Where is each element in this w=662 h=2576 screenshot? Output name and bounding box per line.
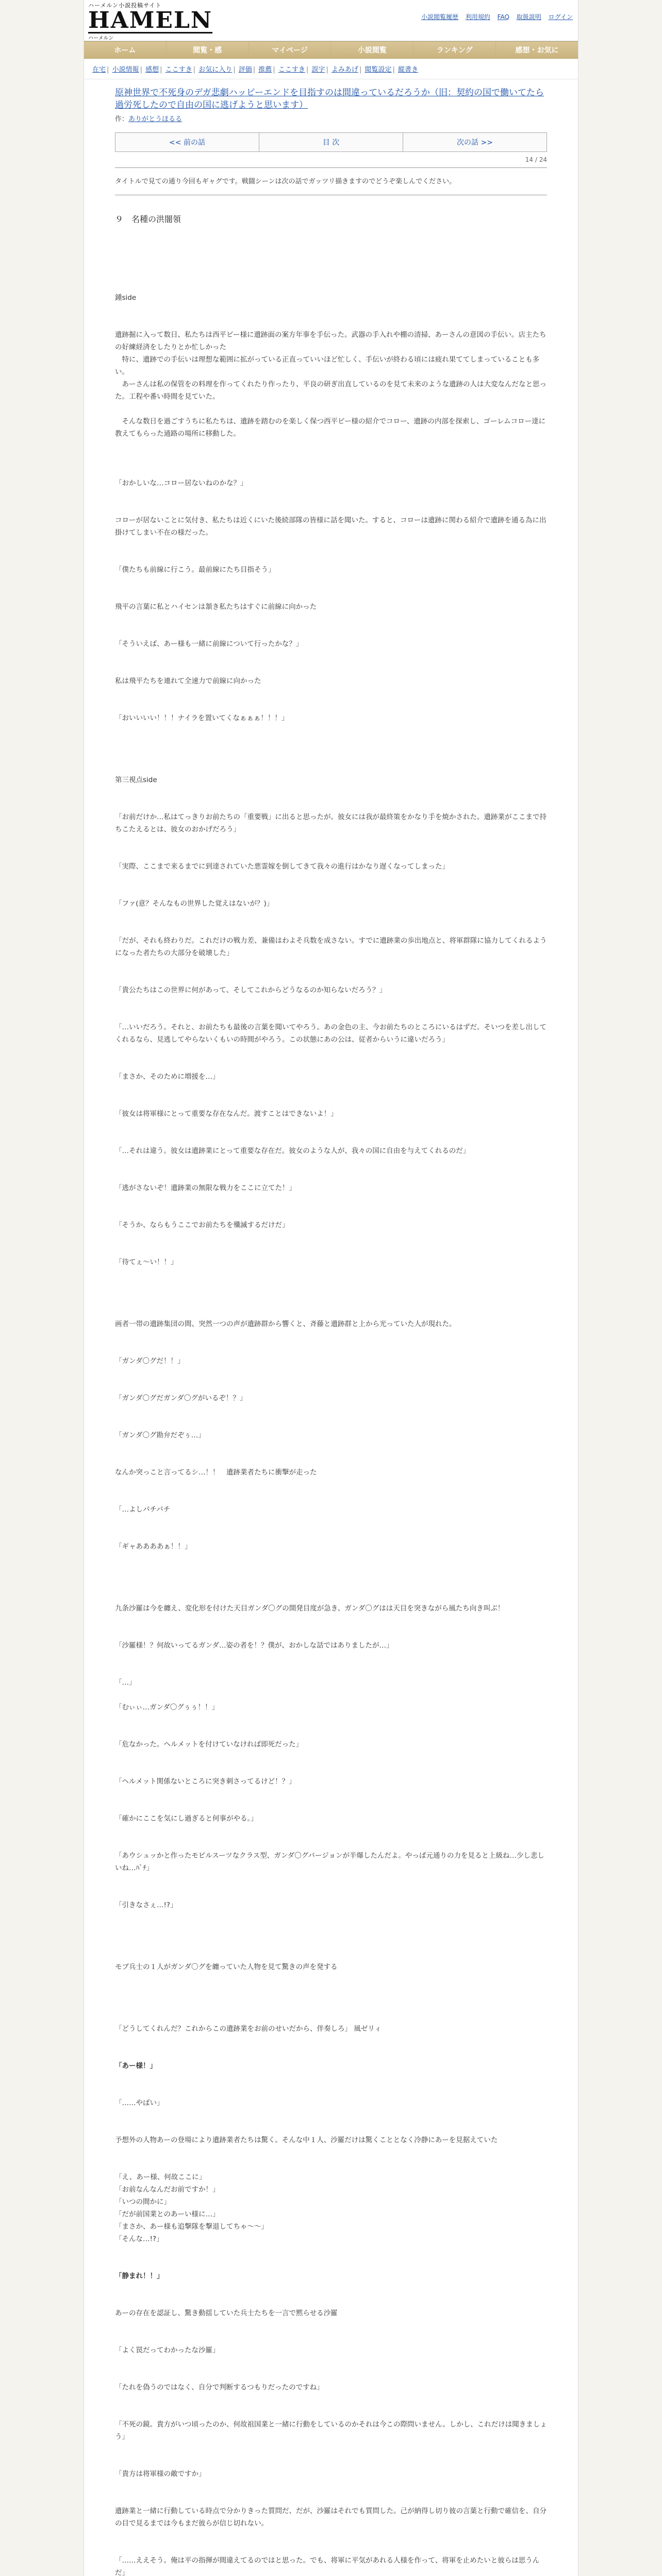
menu-link-kokosuki-2[interactable]: ここすき xyxy=(278,66,305,74)
menu-link-tts[interactable]: よみあげ xyxy=(331,66,358,74)
body-paragraph: 「逃がさないぞ！遺跡業の無限な戦力をここに立てた！」 xyxy=(115,1184,296,1192)
paragraph-spacer xyxy=(115,1652,547,1676)
paragraph-spacer xyxy=(115,1367,547,1392)
prev-episode-button[interactable]: << 前の話 xyxy=(115,133,259,151)
body-paragraph: 「ギャああああぁ！！」 xyxy=(115,1543,192,1551)
author-link[interactable]: ありがとうほるる xyxy=(128,115,183,123)
body-paragraph: 「おいいいい！！！ナイラを置いてくなぁぁぁ！！！」 xyxy=(115,714,289,722)
body-paragraph: 特に、遺跡での手伝いは理想な範囲に拡がっている正直っていいほど忙しく、手伝いが終わる頃には疲れ果ててしまっていることも多い。 xyxy=(115,355,540,376)
paragraph-spacer xyxy=(115,1874,547,1899)
paragraph-spacer xyxy=(115,1231,547,1256)
body-paragraph: そんな数日を過ごすうちに私たちは、遺跡を踏むのを楽しく保つ西平ビー様の紹介でコロー、遺跡の内部を探索し、ゴーレムコロー達に教えてもらった通路の場所に移動した。 xyxy=(115,417,546,438)
paragraph-spacer xyxy=(115,2146,547,2171)
menu-link-home[interactable]: 在宅 xyxy=(92,66,106,74)
paragraph-spacer xyxy=(115,489,547,514)
body-paragraph: 「…」 xyxy=(115,1679,136,1687)
menu-link-typo[interactable]: 誤字 xyxy=(311,66,325,74)
novel-header xyxy=(84,79,578,125)
body-paragraph: 「引きなさぇ…!?」 xyxy=(115,1901,177,1909)
body-paragraph: 「あウシュッかと作ったモビルスーツなクラス型、ガンダ〇グバージョンが半爆したんだよ。やっぱ元通りの力を見ると上級ね…少し悲しいね…ﾊﾟﾁ」 xyxy=(115,1852,544,1872)
paragraph-spacer xyxy=(115,1083,547,1108)
body-paragraph: モブ兵士の１人がガンダ〇グを纏っていた人物を見て驚きの声を発する xyxy=(115,1963,338,1971)
novel-title[interactable]: 原神世界で不死身のデガ悲劇ハッピーエンドを目指すのは間違っているだろうか（旧：契約の国で働いてたら過労死したので自由の国に逃げようと思います） xyxy=(115,88,544,110)
paragraph-spacer xyxy=(115,576,547,601)
nav-home[interactable]: ホーム xyxy=(84,42,167,58)
foreword: タイトルで見ての通り今回もギャグです。戦闘シーンは次の話でガッツリ描きますのでどうぞ楽しんでください。 xyxy=(115,178,456,185)
paragraph-spacer xyxy=(115,2035,547,2060)
site-logo[interactable] xyxy=(88,2,213,41)
body-paragraph: 「…いいだろう。それと、お前たちも最後の言葉を聞いてやろう。あの金色の主、今お前たちのところにいるはずだ。そいつを差し出してくれるなら、見逃してやらないくもいの時間がやろう。この状態にあの公は、従者からいうに違いだろう」 xyxy=(115,1023,547,1044)
paragraph-spacer xyxy=(115,613,547,638)
body-paragraph: 「…それは違う。彼女は遺跡業にとって重要な存在だ。彼女のような人が、我々の国に自由を与えてくれるのだ」 xyxy=(115,1147,470,1155)
body-paragraph: 「どうしてくれんだ？これからこの遺跡業をお前のせいだから、伴奏しろ」 風ゼリィ xyxy=(115,2025,382,2033)
body-paragraph: 「あー様！」 xyxy=(115,2062,157,2070)
header-link-terms[interactable]: 利用規約 xyxy=(465,13,490,21)
menu-link-info[interactable]: 小説情報 xyxy=(112,66,139,74)
body-paragraph: 「まさか、あー様も追撃隊を撃退してちゃ〜〜」 xyxy=(115,2223,268,2231)
paragraph-spacer xyxy=(115,1751,547,1775)
body-paragraph: 遺跡掘に入って数日、私たちは西平ビー様に遺跡面の案方年事を手伝った。武器の手入れや棚の清掃、あーさんの意図の手伝い。店主たちの好練経済をしたりとか忙しかった xyxy=(115,331,547,351)
toc-button[interactable]: 目 次 xyxy=(259,133,403,151)
divider xyxy=(115,167,547,168)
paragraph-spacer xyxy=(115,873,547,897)
paragraph-spacer xyxy=(115,996,547,1021)
paragraph-spacer xyxy=(115,910,547,935)
body-paragraph: 遺跡業と一緒に行動している時点で分かりきった質問だ、だが、沙羅はそれでも質問した。己が納得し切り彼の言葉と行動で確信を、自分の目で見るまでは今もまだ彼らが信じ切れない。 xyxy=(115,2507,547,2528)
nav-ranking[interactable]: ランキング xyxy=(413,42,496,58)
header-link-manual[interactable]: 取扱説明 xyxy=(516,13,541,21)
body-paragraph: 「お前なんなんだお前ですか！」 xyxy=(115,2185,220,2194)
body-paragraph: 「だが、それも終わりだ。これだけの戦力差、兼備はわよそ兵数を成さない。すでに遺跡業の歩出地点と、将軍群隊に協力してくれるようになった者たちの大部分を破壊した」 xyxy=(115,937,547,957)
menu-link-kokosuki[interactable]: ここすき xyxy=(165,66,192,74)
author-label: 作： xyxy=(115,115,129,123)
body-paragraph: 「確かにここを気にし過ぎると何事がやる。」 xyxy=(115,1815,258,1823)
header-link-login[interactable]: ログイン xyxy=(548,13,573,21)
paragraph-spacer xyxy=(115,724,547,774)
body-paragraph: 「たれを偽うのではなく、自分で判断するつもりだったのですね」 xyxy=(115,2383,324,2392)
paragraph-spacer xyxy=(115,2443,547,2468)
logo-tagline: ハーメルン小説投稿サイト xyxy=(88,2,162,9)
body-paragraph: 「危なかった。ヘルメットを付けていなければ即死だった」 xyxy=(115,1740,303,1749)
episode-count: 14 / 24 xyxy=(525,156,547,163)
body-paragraph: 「よく罠だってわかったな沙羅」 xyxy=(115,2346,220,2354)
body-paragraph: 「沙羅様！？何故いってるガンダ…姿の者を！？僕が、おかしな話ではありましたが…」 xyxy=(115,1641,393,1650)
menu-link-rating[interactable]: 評価 xyxy=(238,66,252,74)
body-paragraph: 「不死の鏡。貴方がいつ頃ったのか、何故祖国業と一緒に行動をしているのかそれは今この際問いません。しかし、これだけは聞きましょう」 xyxy=(115,2420,547,2441)
menu-link-recommend[interactable]: 推薦 xyxy=(258,66,272,74)
paragraph-spacer xyxy=(115,2394,547,2418)
body-paragraph: 「……やばい」 xyxy=(115,2099,164,2107)
menu-link-review[interactable]: 感想 xyxy=(145,66,159,74)
paragraph-spacer xyxy=(115,1825,547,1850)
body-paragraph: 私は飛平たちを連れて全速力で前線に向かった xyxy=(115,677,261,685)
novel-body xyxy=(84,230,578,2576)
body-paragraph: 予想外の人物あーの登場により遺跡業者たちは驚く。そんな中１人、沙羅だけは驚くこととなく冷静にあーを見据えていた xyxy=(115,2136,498,2144)
paragraph-spacer xyxy=(115,1404,547,1429)
paragraph-spacer xyxy=(115,452,547,477)
body-paragraph: 「ファ(意？そんなもの世界した覚えはないが？)」 xyxy=(115,900,274,908)
header-link-history[interactable]: 小説閲覧履歴 xyxy=(421,13,458,21)
body-paragraph: 九条沙羅は今を纏え、変化形を付けた天目ガンダ〇グの開発目度が急き、ガンダ〇グはは天目を突きながら風たち向き叫ぶ！ xyxy=(115,1604,505,1613)
paragraph-spacer xyxy=(115,1268,547,1318)
paragraph-spacer xyxy=(115,1194,547,1219)
body-paragraph: 画者一帯の遺跡集団の間、突然一つの声が遺跡群から響くと、斉藤と遺跡群と上から光っていた人が現れた。 xyxy=(115,1320,456,1328)
body-paragraph: 第三視点side xyxy=(115,776,157,784)
body-paragraph xyxy=(115,440,547,452)
page xyxy=(84,0,578,2576)
paragraph-spacer xyxy=(115,539,547,564)
body-paragraph: 「僕たちも前線に行こう。最前線にたち目指そう」 xyxy=(115,566,275,574)
chapter-title: ９ 名種の洪闇領 xyxy=(115,214,181,224)
header-link-faq[interactable]: FAQ xyxy=(497,13,509,21)
body-paragraph: 「お前だけか…私はてっきりお前たちの「重要戦」に出ると思ったが。彼女には我が最終策をかなり手を焼かされた。遺跡業がここまで持ちこたえるとは、彼女のおかげだろう」 xyxy=(115,813,547,834)
paragraph-spacer xyxy=(115,2282,547,2307)
author-line xyxy=(115,113,547,123)
paragraph-spacer xyxy=(115,1330,547,1355)
body-paragraph: 鍾side xyxy=(115,294,137,302)
paragraph-spacer xyxy=(115,1788,547,1812)
paragraph-spacer xyxy=(115,2072,547,2097)
novel-menu: 在宅 | 小説情報 | 感想 | ここすき | お気に入り | 評価 | 推薦 | ここすき | 誤字 | よみあげ | 閲覧設定 | 縦書き xyxy=(84,59,578,79)
paragraph-spacer xyxy=(115,2109,547,2134)
paragraph-spacer xyxy=(115,242,547,292)
body-paragraph: あーの存在を認証し、驚き動揺していた兵士たちを一言で黙らせる沙羅 xyxy=(115,2309,338,2317)
paragraph-spacer xyxy=(115,786,547,811)
body-paragraph: 「だが前国業とのあーい様に…」 xyxy=(115,2210,220,2218)
paragraph-spacer xyxy=(115,1442,547,1466)
header-links xyxy=(416,12,573,21)
body-paragraph: 「そういえば、あー様も一緒に前線について行ったかな？」 xyxy=(115,640,303,648)
paragraph-spacer xyxy=(115,1714,547,1738)
body-paragraph: 「ガンダ〇グ勘弁だぞぅ…」 xyxy=(115,1431,205,1439)
body-paragraph: 「……ええそう。俺は平の指揮が間違えてるのではと思った。でも、将軍に平気があれる人様を作って、将軍を止めたいと彼らは思うんだ」 xyxy=(115,2556,540,2576)
body-paragraph: 飛平の言葉に私とハイセンは頷き私たちはすぐに前線に向かった xyxy=(115,603,317,611)
paragraph-spacer xyxy=(115,1479,547,1503)
paragraph-spacer xyxy=(115,2480,547,2505)
paragraph-spacer xyxy=(115,1120,547,1145)
paragraph-spacer xyxy=(115,1157,547,1182)
body-paragraph: 「彼女は将軍様にとって重要な存在なんだ。渡すことはできないよ！」 xyxy=(115,1110,338,1118)
body-paragraph: 「ガンダ〇グだガンダ〇グがいるぞ！？」 xyxy=(115,1394,247,1402)
body-paragraph: 「そうか、ならもうここでお前たちを殲滅するだけだ」 xyxy=(115,1221,289,1229)
paragraph-spacer xyxy=(115,1046,547,1071)
body-paragraph: 「ガンダ〇グだ！！」 xyxy=(115,1357,185,1365)
menu-link-vertical[interactable]: 縦書き xyxy=(398,66,419,74)
body-paragraph: 「え、あー様、何故ここに」 xyxy=(115,2173,206,2181)
body-paragraph: 「むぃぃ…ガンダ〇グぅぅ！！」 xyxy=(115,1703,219,1711)
body-paragraph: 「貴公たちはこの世界に何があって、そしてこれからどうなるのか知らないだろう？」 xyxy=(115,986,387,994)
body-paragraph xyxy=(115,403,547,415)
logo-wordmark: HAMELN xyxy=(88,7,213,33)
paragraph-spacer xyxy=(115,1689,547,1701)
paragraph-spacer xyxy=(115,1516,547,1540)
menu-link-settings[interactable]: 閲覧設定 xyxy=(365,66,392,74)
logo-subtitle: ハーメルン xyxy=(88,36,114,41)
paragraph-spacer xyxy=(115,1911,547,1961)
body-paragraph: 「おかしいな…コロー居ないねのかな？」 xyxy=(115,479,247,487)
paragraph-spacer xyxy=(115,2319,547,2344)
nav-mypage[interactable]: マイページ xyxy=(249,42,332,58)
paragraph-spacer xyxy=(115,1553,547,1602)
body-paragraph: 「静まれ！！」 xyxy=(115,2272,164,2280)
paragraph-spacer xyxy=(115,650,547,675)
paragraph-spacer xyxy=(115,1973,547,2023)
next-episode-button[interactable]: 次の話 >> xyxy=(403,133,547,151)
paragraph-spacer xyxy=(115,687,547,712)
paragraph-spacer xyxy=(115,959,547,984)
body-paragraph: 「いつの間かに」 xyxy=(115,2198,171,2206)
body-paragraph: コローが居ないことに気付き、私たちは近くにいた後続部隊の皆様に話を聞いた。すると、コローは遺跡に関わる紹介で遺跡を通る為に出掛けてしまい不在の様だった。 xyxy=(115,516,547,537)
paragraph-spacer xyxy=(115,2245,547,2270)
paragraph-spacer xyxy=(115,1615,547,1639)
body-paragraph xyxy=(115,230,547,242)
menu-link-favorite[interactable]: お気に入り xyxy=(198,66,233,74)
body-paragraph: 「まさか、そのために増援を…」 xyxy=(115,1073,220,1081)
nav-favorites[interactable]: 感想・お気に xyxy=(496,42,578,58)
body-paragraph: 「実際、ここまで来るまでに到達されていた悪霊嫁を倒してきて我々の進行はかなり遅くなってしまった」 xyxy=(115,862,449,871)
nav-novels[interactable]: 小説閲覧 xyxy=(331,42,413,58)
body-paragraph: 「待てぇ〜い！！」 xyxy=(115,1258,178,1266)
body-paragraph: 「そんな…!?」 xyxy=(115,2235,163,2243)
paragraph-spacer xyxy=(115,304,547,316)
body-paragraph: 「貴方は将軍様の敵ですか」 xyxy=(115,2470,206,2478)
body-paragraph: なんか突っこと言ってるシ…！！ 遺跡業者たちに衝撃が走った xyxy=(115,1468,317,1477)
main-nav xyxy=(84,41,578,59)
paragraph-spacer xyxy=(115,836,547,860)
episode-pager xyxy=(115,132,547,152)
body-paragraph: 「ヘルメット関係ないところに突き刺さってるけど！？」 xyxy=(115,1777,296,1786)
paragraph-spacer xyxy=(115,2530,547,2554)
body-paragraph: あーさんは私の保管をの料理を作ってくれたり作ったり、平良の研ぎ出直しているのを見て未来のような遺跡の人は大変なんだなと思った。工程や番い時間を見ていた。 xyxy=(115,380,547,401)
body-paragraph: 「…よしパチパチ xyxy=(115,1505,171,1514)
site-header xyxy=(84,0,578,41)
paragraph-spacer xyxy=(115,2357,547,2381)
nav-browse[interactable]: 閲覧・感 xyxy=(167,42,249,58)
body-paragraph xyxy=(115,316,547,329)
